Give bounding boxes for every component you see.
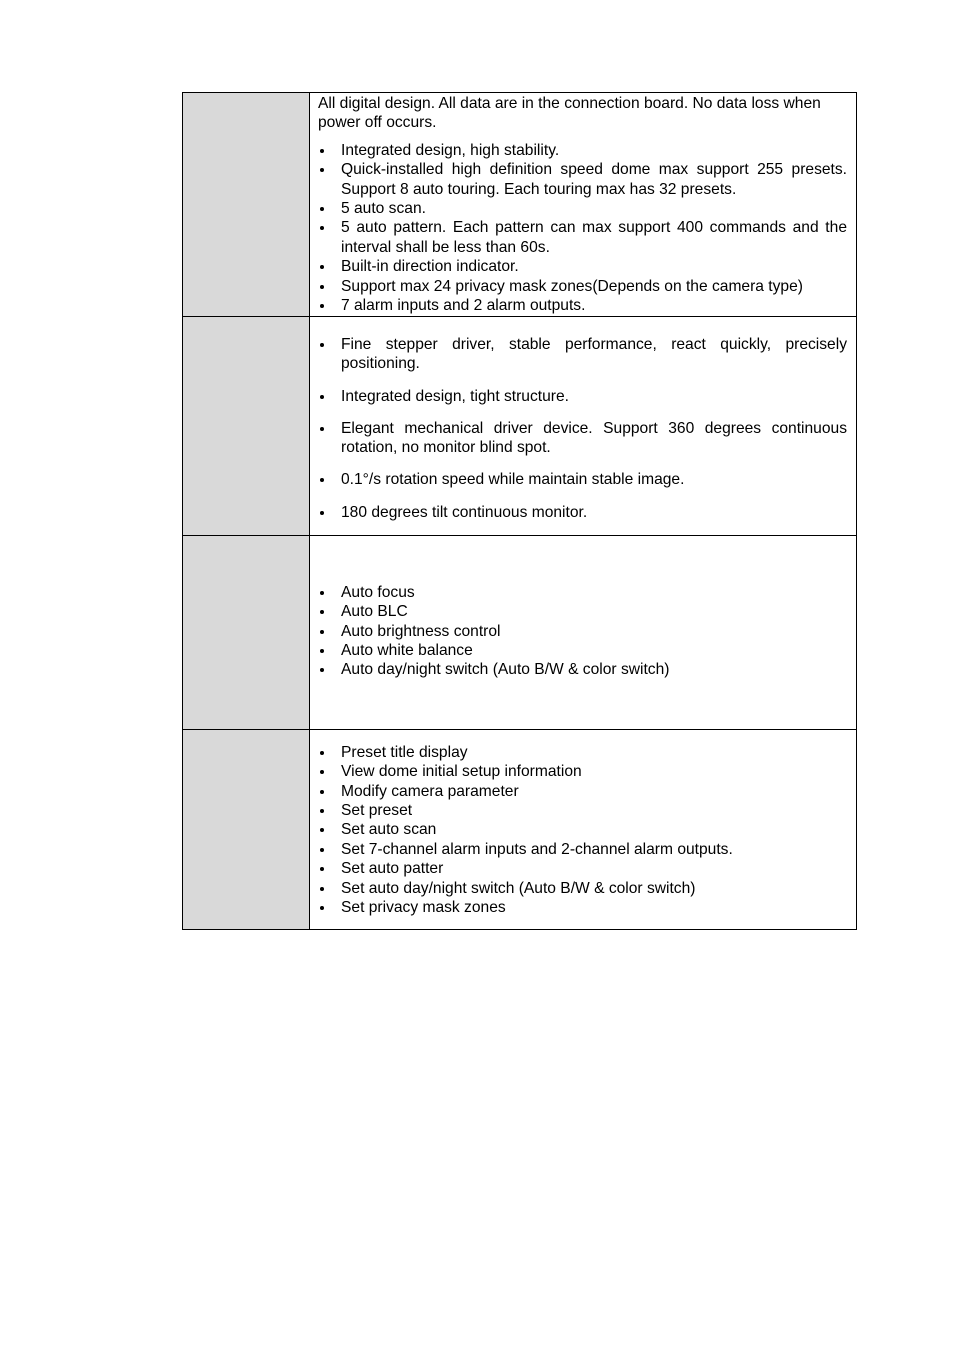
list-item: Fine stepper driver, stable performance, react quickly, precisely positioning.: [318, 335, 847, 374]
feature-list: [318, 743, 847, 918]
feature-row-system: [183, 93, 857, 317]
list-item: Auto focus: [318, 583, 847, 602]
feature-table: [182, 92, 857, 930]
list-item: Preset title display: [318, 743, 847, 762]
list-item: View dome initial setup information: [318, 762, 847, 781]
list-item: Built-in direction indicator.: [318, 257, 847, 276]
row-content-cell: [310, 317, 857, 536]
list-item: 0.1°/s rotation speed while maintain stable image.: [318, 470, 847, 489]
list-item: Modify camera parameter: [318, 782, 847, 801]
row-content-cell: [310, 93, 857, 317]
list-item: 180 degrees tilt continuous monitor.: [318, 503, 847, 522]
list-item: 7 alarm inputs and 2 alarm outputs.: [318, 296, 847, 315]
list-item: Auto white balance: [318, 641, 847, 660]
feature-row-mechanical: [183, 317, 857, 536]
list-item: Elegant mechanical driver device. Support 360 degrees continuous rotation, no monitor blind spot.: [318, 419, 847, 458]
feature-list: [318, 583, 847, 680]
intro-text: All digital design. All data are in the connection board. No data loss when power off occurs.: [318, 95, 821, 132]
feature-row-camera: [183, 535, 857, 729]
list-item: Set 7-channel alarm inputs and 2-channel alarm outputs.: [318, 840, 847, 859]
feature-list: [318, 141, 847, 316]
row-label-cell: [183, 535, 310, 729]
row-label-cell: [183, 317, 310, 536]
row-content-cell: [310, 535, 857, 729]
feature-row-menu: [183, 729, 857, 929]
list-item: Auto BLC: [318, 602, 847, 621]
list-item: Set auto scan: [318, 820, 847, 839]
list-item: Support max 24 privacy mask zones(Depends on the camera type): [318, 277, 847, 296]
list-item: 5 auto scan.: [318, 199, 847, 218]
feature-list: [318, 335, 847, 522]
list-item: Auto day/night switch (Auto B/W & color switch): [318, 660, 847, 679]
list-item: 5 auto pattern. Each pattern can max support 400 commands and the interval shall be less than 60s.: [318, 218, 847, 257]
list-item: Set preset: [318, 801, 847, 820]
row-label-cell: [183, 93, 310, 317]
list-item: Set privacy mask zones: [318, 898, 847, 917]
list-item: Quick-installed high definition speed dome max support 255 presets. Support 8 auto touring. Each touring max has 32 presets.: [318, 160, 847, 199]
row-content-cell: [310, 729, 857, 929]
list-item: Auto brightness control: [318, 622, 847, 641]
list-item: Set auto day/night switch (Auto B/W & color switch): [318, 879, 847, 898]
list-item: Integrated design, tight structure.: [318, 387, 847, 406]
list-item: Set auto patter: [318, 859, 847, 878]
list-item: Integrated design, high stability.: [318, 141, 847, 160]
row-label-cell: [183, 729, 310, 929]
